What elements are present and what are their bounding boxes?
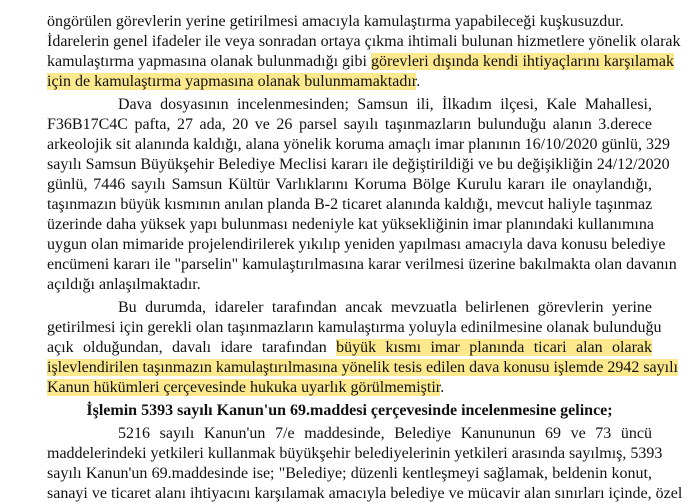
text-line	[47, 444, 663, 464]
text-segment: Dava dosyasının incelenmesinden; Samsun ili, İlkadım ilçesi, Kale Mahallesi,	[118, 96, 652, 113]
text-line	[47, 32, 681, 52]
highlighted-text: büyük kısmı imar planında ticari alan olarak	[336, 339, 652, 356]
text-segment: üzerinde daha yüksek yapı bulunması nedeniyle kat yüksekliğinin imar planındaki kullanımına	[47, 216, 654, 233]
text-line	[47, 155, 670, 175]
text-segment: sayılı Kanun'un 69.maddesinde ise; "Belediye; düzenli kentleşmeyi sağlamak, beldenin konut,	[47, 465, 652, 482]
text-line	[47, 52, 674, 72]
text-segment: .	[416, 73, 421, 90]
text-segment: getirilmesi için gerekli olan taşınmazların kamulaştırma yoluyla edinilmesine olanak bulunduğu	[47, 319, 662, 336]
text-line	[118, 298, 652, 318]
text-line	[47, 235, 666, 255]
text-segment: encümeni kararı ile "parselin" kamulaştırılmasına karar verilmesi üzerine bakılmakta olan davanın	[47, 256, 677, 273]
text-line	[118, 95, 652, 115]
text-segment: .	[440, 379, 445, 396]
text-segment: kamulaştırma yapmasına olanak bulunmadığı gibi	[47, 53, 371, 70]
text-segment: taşınmazın büyük kısmının anılan planda B-2 ticaret alanında kaldığı, mevcut haliyle taşınmaz	[47, 196, 653, 213]
text-segment: sayılı Samsun Büyükşehir Belediye Meclisi kararı ile değiştirildiği ve bu değişikliğin 24/12/2020	[47, 156, 670, 173]
text-line	[47, 12, 652, 32]
text-segment: maddelerindeki yetkileri kullanmak büyükşehir belediyelerinin yetkileri arasında sayılmış, 5393	[47, 445, 663, 462]
text-segment: uygun olan mimaride projelendirilerek yıkılıp yeniden yapılması amacıyla dava konusu belediye	[47, 236, 666, 253]
text-line	[47, 255, 677, 275]
text-line	[47, 175, 652, 195]
text-segment: Bu durumda, idareler tarafından ancak mevzuatla belirlenen görevlerin yerine	[118, 299, 652, 316]
text-segment: F36B17C4C pafta, 27 ada, 20 ve 26 parsel sayılı taşınmazların bulunduğu alanın 3.derece	[47, 116, 652, 133]
highlighted-text: Kanun hükümleri çerçevesinde hukuka uyarlık görülmemiştir	[47, 379, 441, 396]
text-line	[47, 135, 670, 155]
text-line	[47, 275, 652, 295]
text-segment: açıldığı anlaşılmaktadır.	[47, 276, 201, 293]
text-line	[47, 338, 652, 358]
highlighted-text: için de kamulaştırma yapmasına olanak bulunmamaktadır	[47, 73, 417, 90]
text-segment: öngörülen görevlerin yerine getirilmesi amacıyla kamulaştırma yapabileceği kuşkusuzdur.	[47, 13, 624, 30]
text-line	[47, 358, 678, 378]
text-line	[47, 72, 652, 92]
text-segment: sanayi ve ticaret alanı ihtiyacını karşılamak amacıyla belediye ve mücavir alan sınırları içinde, özel	[47, 485, 683, 502]
highlighted-text: görevleri dışında kendi ihtiyaçlarını karşılamak	[370, 53, 674, 70]
text-line	[47, 115, 652, 135]
section-heading	[47, 401, 652, 421]
text-segment: açık olduğundan, davalı idare tarafından	[47, 339, 337, 356]
text-segment: arkeolojik sit alanında kaldığı, alana yönelik koruma amaçlı imar planının 16/10/2020 günlü, 329	[47, 136, 670, 153]
text-line	[47, 318, 662, 338]
text-line	[47, 195, 652, 215]
text-segment: günlü, 7446 sayılı Samsun Kültür Varlıklarını Koruma Bölge Kurulu kararı ile onaylandığı,	[47, 176, 652, 193]
text-line	[47, 378, 652, 398]
text-line	[118, 424, 652, 444]
text-segment: İşlemin 5393 sayılı Kanun'un 69.maddesi çerçevesinde incelenmesine gelince;	[86, 402, 613, 419]
text-line	[47, 464, 652, 484]
text-segment: 5216 sayılı Kanun'un 7/e maddesinde, Belediye Kanununun 69 ve 73 üncü	[118, 425, 652, 442]
text-line	[47, 484, 683, 504]
text-line	[47, 215, 652, 235]
highlighted-text: işlevlendirilen taşınmazın kamulaştırılmasına yönelik tesis edilen dava konusu işlemde 2942 sayılı	[47, 359, 678, 376]
text-segment: İdarelerin genel ifadeler ile veya sonradan ortaya çıkma ihtimali bulunan hizmetlere yönelik olarak	[47, 33, 681, 50]
